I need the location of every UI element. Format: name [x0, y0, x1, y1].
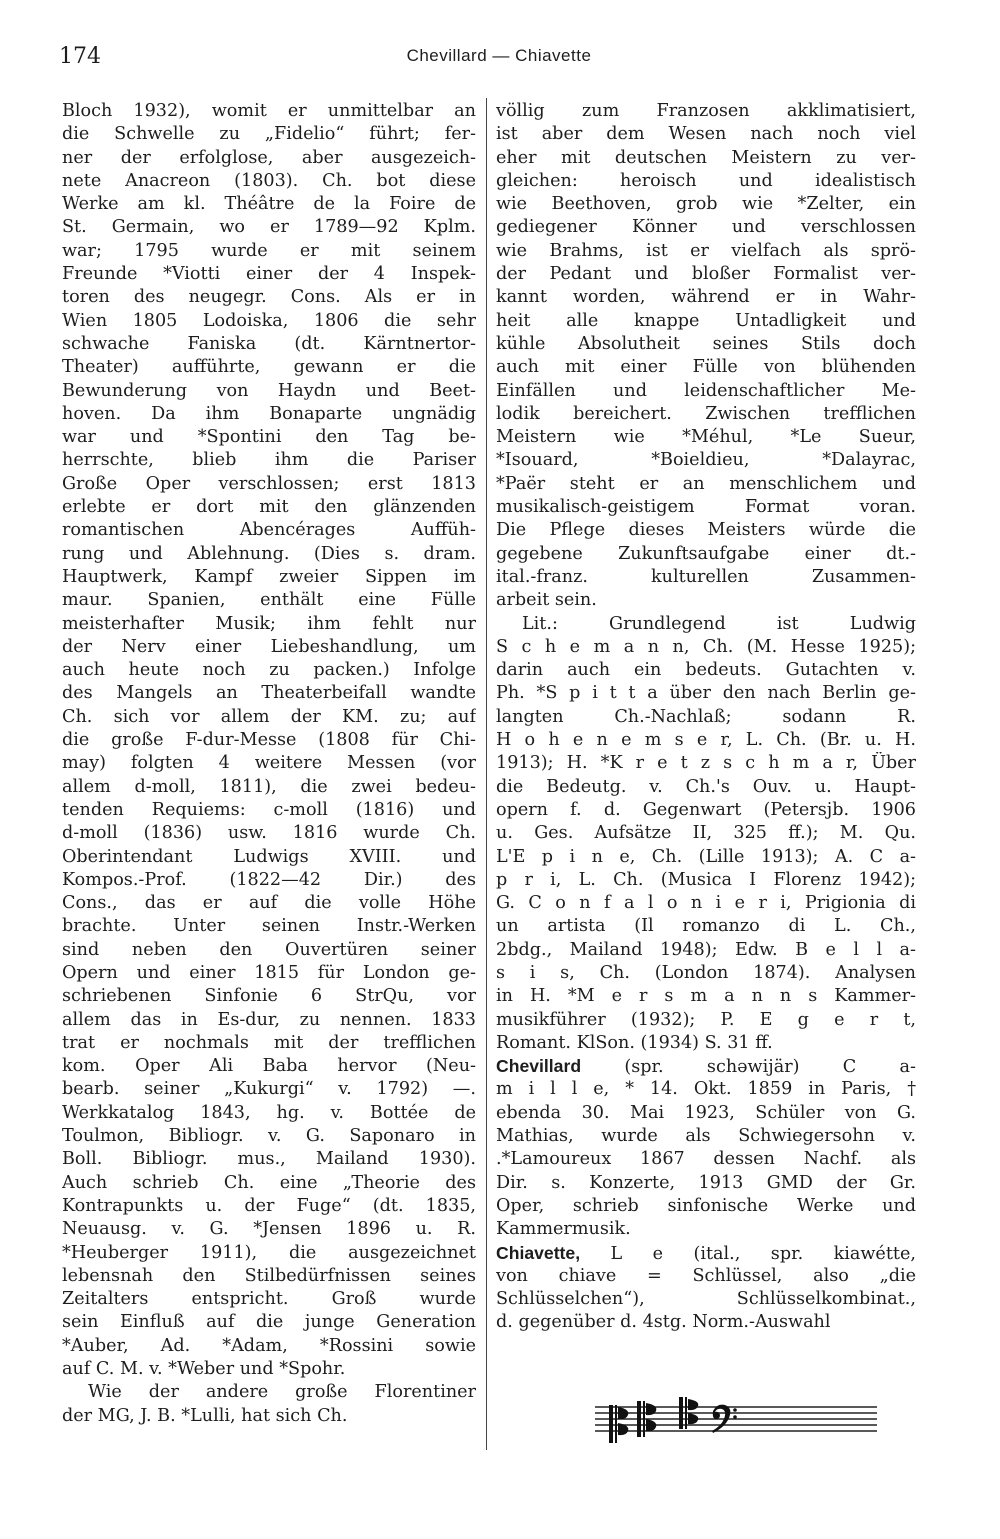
left-column-line: St. Germain, wo er 1789—92 Kplm. — [62, 217, 476, 238]
right-column-line: arbeit sein. — [496, 590, 597, 611]
right-column-line: von chiave = Schlüssel, also „die — [496, 1265, 916, 1286]
left-column-line: Große Oper verschlossen; erst 1813 — [62, 473, 476, 494]
left-column-line: *Auber, Ad. *Adam, *Rossini sowie — [62, 1335, 476, 1356]
entry-rest: (spr. schəwijär) C a- — [581, 1057, 916, 1078]
right-column-line: der Pedant und bloßer Formalist ver- — [496, 264, 916, 285]
left-column-line: schwache Faniska (dt. Kärntnertor- — [62, 333, 476, 354]
right-column-line: wie Brahms, ist er vielfach als sprö- — [496, 240, 916, 261]
right-column-line: S c h e m a n n, Ch. (M. Hesse 1925); — [496, 636, 916, 657]
right-column-line: Ph. *S p i t t a über den nach Berlin ge- — [496, 683, 916, 704]
left-column-line: kom. Oper Ali Baba hervor (Neu- — [62, 1056, 476, 1077]
left-column-line: Hauptwerk, Kampf zweier Sippen im — [62, 566, 476, 587]
right-column-line: *Isouard, *Boieldieu, *Dalayrac, — [496, 450, 916, 471]
left-column — [62, 100, 476, 1428]
music-staff-figure — [595, 1395, 877, 1445]
left-column-line: Kontrapunkts u. der Fuge“ (dt. 1835, — [62, 1195, 476, 1216]
left-column-line: ner der erfolglose, aber ausgezeich- — [62, 147, 476, 168]
left-column-line: Freunde *Viotti einer der 4 Inspek- — [62, 264, 476, 285]
left-column-line: nete Anacreon (1803). Ch. bot diese — [62, 170, 476, 191]
left-column-line: Toulmon, Bibliogr. v. G. Saponaro in — [62, 1126, 476, 1147]
right-column-line: *Paër steht er an menschlichem und — [496, 473, 916, 494]
right-column-line: .*Lamoureux 1867 dessen Nachf. als — [496, 1149, 916, 1170]
right-column-line: L'E p i n e, Ch. (Lille 1913); A. C a- — [496, 846, 916, 867]
right-column-line: Mathias, wurde als Schwiegersohn v. — [496, 1126, 916, 1147]
left-column-line: Zeitalters entspricht. Groß wurde — [62, 1289, 476, 1310]
right-column-line: 2bdg., Mailand 1948); Edw. B e l l a- — [496, 939, 916, 960]
right-column-line: d. gegenüber d. 4stg. Norm.-Auswahl — [496, 1312, 831, 1333]
music-staff-svg — [595, 1395, 877, 1445]
page-header — [59, 44, 939, 78]
right-column-line: Kammermusik. — [496, 1219, 631, 1240]
left-column-line: allem das in Es-dur, zu nennen. 1833 — [62, 1009, 476, 1030]
right-column-line: gegebene Zukunftsaufgabe einer dt.- — [496, 543, 916, 564]
left-column-line: sein Einfluß auf die junge Generation — [62, 1312, 476, 1333]
left-column-line: erlebte er dort mit den glänzenden — [62, 497, 476, 518]
right-column-line: s i s, Ch. (London 1874). Analysen — [496, 962, 916, 983]
right-column-line: 1913); H. *K r e t z s c h m a r, Über — [496, 753, 916, 774]
left-column-line: allem d-moll, 1811), die zwei bedeu- — [62, 776, 476, 797]
right-column-line: musikführer (1932); P. E g e r t, — [496, 1009, 916, 1030]
right-column-line: heit alle knappe Untadligkeit und — [496, 310, 916, 331]
right-column-line: musikalisch-geistigem Format voran. — [496, 497, 916, 518]
right-column-line: eher mit deutschen Meistern zu ver- — [496, 147, 916, 168]
left-column-line: brachte. Unter seinen Instr.-Werken — [62, 916, 476, 937]
right-column-line: gleichen: heroisch und idealistisch — [496, 170, 916, 191]
right-column-line: in H. *M e r s m a n n s Kammer- — [496, 986, 916, 1007]
left-column-line: may) folgten 4 weitere Messen (vor — [62, 753, 476, 774]
right-column-line: ebenda 30. Mai 1923, Schüler von G. — [496, 1102, 916, 1123]
entry-rest: L e (ital., spr. kiawétte, — [580, 1243, 916, 1264]
right-column — [496, 100, 916, 1335]
left-column-line: der MG, J. B. *Lulli, hat sich Ch. — [62, 1405, 348, 1426]
right-column-line: kühle Absolutheit seines Stils doch — [496, 333, 916, 354]
left-column-line: Theater) aufführte, gewann er die — [62, 357, 476, 378]
left-column-line: maur. Spanien, enthält eine Fülle — [62, 590, 476, 611]
right-column-line: u. Ges. Aufsätze II, 325 ff.); M. Qu. — [496, 823, 916, 844]
left-column-line: Wien 1805 Lodoiska, 1806 die sehr — [62, 310, 476, 331]
right-column-line: Romant. KlSon. (1934) S. 31 ff. — [496, 1032, 773, 1053]
left-column-line: Boll. Bibliogr. mus., Mailand 1930). — [62, 1149, 476, 1170]
right-column-line: auch mit einer Fülle von blühenden — [496, 357, 916, 378]
left-column-line: war; 1795 wurde er mit seinem — [62, 240, 476, 261]
left-column-line: romantischen Abencérages Auffüh- — [62, 520, 476, 541]
left-column-line: Cons., das er auf die volle Höhe — [62, 893, 476, 914]
left-column-line: Bewunderung von Haydn und Beet- — [62, 380, 476, 401]
left-column-line: Oberintendant Ludwigs XVIII. und — [62, 846, 476, 867]
c-clef-icon — [609, 1405, 628, 1443]
left-column-line: Kompos.-Prof. (1822—42 Dir.) des — [62, 869, 476, 890]
left-column-line: rung und Ablehnung. (Dies s. dram. — [62, 543, 476, 564]
right-column-line: völlig zum Franzosen akklimatisiert, — [496, 101, 916, 121]
left-column-line: herrschte, blieb ihm die Pariser — [62, 450, 476, 471]
right-column-line: ist aber dem Wesen nach noch viel — [496, 124, 916, 145]
right-column-line: darin auch ein bedeuts. Gutachten v. — [496, 660, 916, 681]
right-column-line: lodik bereichert. Zwischen trefflichen — [496, 403, 916, 424]
left-column-line: d-moll (1836) usw. 1816 wurde Ch. — [62, 823, 476, 844]
right-column-line: kannt worden, während er in Wahr- — [496, 287, 916, 308]
left-column-line: die große F-dur-Messe (1808 für Chi- — [62, 730, 476, 751]
right-column-line: H o h e n e m s e r, L. Ch. (Br. u. H. — [496, 730, 916, 751]
left-column-line: trat er nochmals mit der trefflichen — [62, 1032, 476, 1053]
left-column-line: meisterhafter Musik; ihm fehlt nur — [62, 613, 476, 634]
right-column-line: Oper, schrieb sinfonische Werke und — [496, 1195, 916, 1216]
right-column-line: gediegener Könner und verschlossen — [496, 217, 916, 238]
left-column-line: die Schwelle zu „Fidelio“ führt; fer- — [62, 124, 476, 145]
left-column-line: tenden Requiems: c-moll (1816) und — [62, 799, 476, 820]
right-column-line: Lit.: Grundlegend ist Ludwig — [522, 613, 916, 634]
right-column-line: wie Beethoven, grob wie *Zelter, ein — [496, 194, 916, 215]
left-column-line: schriebenen Sinfonie 6 StrQu, vor — [62, 986, 476, 1007]
right-column-line: opern f. d. Gegenwart (Petersjb. 1906 — [496, 799, 916, 820]
right-column-line: m i l l e, * 14. Okt. 1859 in Paris, † — [496, 1079, 916, 1100]
right-column-line: Die Pflege dieses Meisters würde die — [496, 520, 916, 541]
left-column-line: auf C. M. v. *Weber und *Spohr. — [62, 1359, 346, 1380]
entry-headword: Chiavette, — [496, 1242, 581, 1263]
left-column-line: Opern und einer 1815 für London ge- — [62, 962, 476, 983]
left-column-line: lebensnah den Stilbedürfnissen seines — [62, 1265, 476, 1286]
right-column-line: ital.-franz. kulturellen Zusammen- — [496, 566, 916, 587]
right-column-line: un artista (Il romanzo di L. Ch., — [496, 916, 916, 937]
left-column-line: *Heuberger 1911), die ausgezeichnet — [62, 1242, 476, 1263]
left-column-line: Neuausg. v. G. *Jensen 1896 u. R. — [62, 1219, 476, 1240]
right-column-line: Meistern wie *Méhul, *Le Sueur, — [496, 427, 916, 448]
right-column-line: Einfällen und leidenschaftlicher Me- — [496, 380, 916, 401]
left-column-line: Werkkatalog 1843, hg. v. Bottée de — [62, 1102, 476, 1123]
right-column-line: die Bedeutg. v. Ch.'s Ouv. u. Haupt- — [496, 776, 916, 797]
right-column-line: langten Ch.-Nachlaß; sodann R. — [496, 706, 916, 727]
left-column-line: war und *Spontini den Tag be- — [62, 427, 476, 448]
left-column-line: Ch. sich vor allem der KM. zu; auf — [62, 706, 476, 727]
entry-headword: Chevillard — [496, 1056, 582, 1077]
right-column-line: Schlüsselchen“), Schlüsselkombinat., — [496, 1289, 916, 1310]
left-column-line: auch heute noch zu packen.) Infolge — [62, 660, 476, 681]
left-column-line: der Nerv einer Liebeshandlung, um — [62, 636, 476, 657]
left-column-line: sind neben den Ouvertüren seiner — [62, 939, 476, 960]
right-column-line: Dir. s. Konzerte, 1913 GMD der Gr. — [496, 1172, 916, 1193]
right-column-line: p r i, L. Ch. (Musica I Florenz 1942); — [496, 869, 916, 890]
right-column-line — [496, 1055, 916, 1078]
right-column-line: G. C o n f a l o n i e r i, Prigionia di — [496, 893, 916, 914]
page-number: 174 — [59, 44, 101, 69]
left-column-line: Auch schrieb Ch. eine „Theorie des — [62, 1172, 476, 1193]
left-column-line: Bloch 1932), womit er unmittelbar an — [62, 101, 476, 121]
left-column-line: des Mangels an Theaterbeifall wandte — [62, 683, 476, 704]
right-column-line — [496, 1242, 916, 1265]
left-column-line: Werke am kl. Théâtre de la Foire de — [62, 194, 476, 215]
left-column-line: bearb. seiner „Kukurgi“ v. 1792) —. — [62, 1079, 476, 1100]
left-column-line: toren des neugegr. Cons. Als er in — [62, 287, 476, 308]
left-column-line: hoven. Da ihm Bonaparte ungnädig — [62, 403, 476, 424]
column-divider — [486, 98, 487, 1450]
running-title: Chevillard — Chiavette — [406, 46, 592, 65]
left-column-line: Wie der andere große Florentiner — [88, 1382, 476, 1403]
